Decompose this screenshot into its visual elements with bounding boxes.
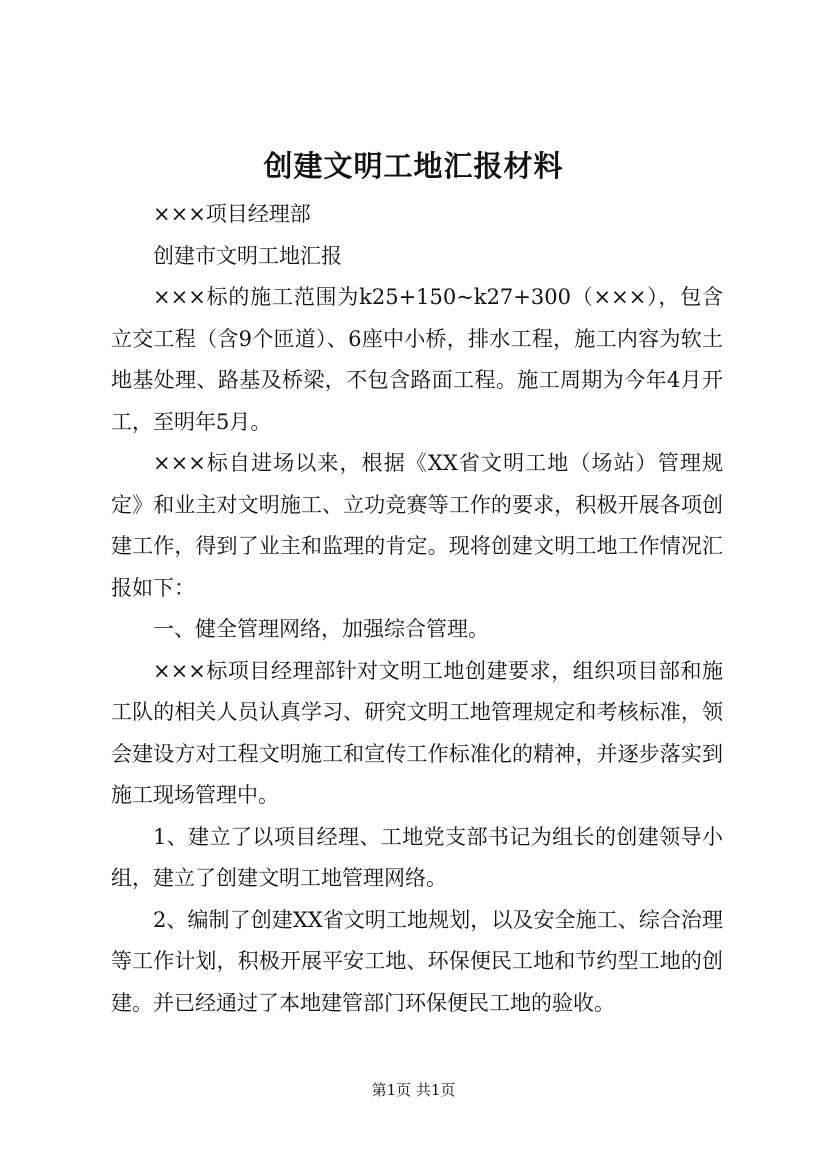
paragraph-department: ×××项目经理部 bbox=[153, 202, 311, 226]
page-footer: 第1页 共1页 bbox=[371, 1081, 456, 1099]
paragraph-report-subtitle: 创建市文明工地汇报 bbox=[153, 243, 342, 268]
document-title: 创建文明工地汇报材料 bbox=[263, 149, 564, 183]
paragraph-item-1: 1、建立了以项目经理、工地党支部书记为组长的创建领导小组，建立了创建文明工地管理网络。 bbox=[111, 824, 723, 890]
document-body bbox=[111, 194, 723, 1024]
paragraph-item-2: 2、编制了创建XX省文明工地规划，以及安全施工、综合治理等工作计划，积极开展平安工地、环保便民工地和节约型工地的创建。并已经通过了本地建管部门环保便民工地的验收。 bbox=[111, 907, 723, 1015]
section-heading-1: 一、健全管理网络，加强综合管理。 bbox=[153, 617, 489, 641]
paragraph-construction-scope: ×××标的施工范围为k25+150~k27+300（×××），包含立交工程（含9个匝道）、6座中小桥，排水工程，施工内容为软土地基处理、路基及桥梁，不包含路面工程。施工周期为今年4月开工，至明年5月。 bbox=[111, 285, 723, 434]
paragraph-introduction: ×××标自进场以来，根据《XX省文明工地（场站）管理规定》和业主对文明施工、立功竞赛等工作的要求，积极开展各项创建工作，得到了业主和监理的肯定。现将创建文明工地工作情况汇报如下： bbox=[111, 451, 723, 600]
paragraph-management: ×××标项目经理部针对文明工地创建要求，组织项目部和施工队的相关人员认真学习、研究文明工地管理规定和考核标准，领会建设方对工程文明施工和宣传工作标准化的精神，并逐步落实到施工现场管理中。 bbox=[111, 658, 723, 807]
